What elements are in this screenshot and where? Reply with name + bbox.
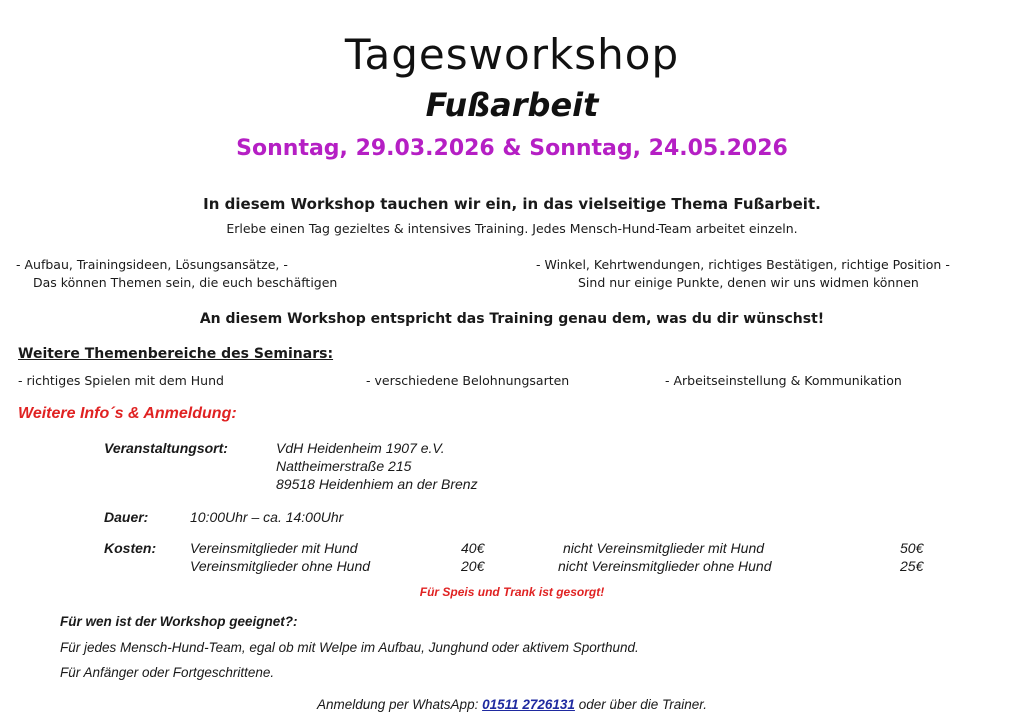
info-heading: Weitere Info´s & Anmeldung: [18, 405, 237, 422]
audience-line: Für Anfänger oder Fortgeschrittene. [60, 665, 275, 680]
more-topic-item: - Arbeitseinstellung & Kommunikation [665, 373, 902, 388]
cost-item-label: nicht Vereinsmitglieder ohne Hund [558, 558, 772, 574]
page-subtitle: Fußarbeit [425, 86, 599, 124]
cost-label: Kosten: [104, 540, 157, 556]
topics-left-line-2: Das können Themen sein, die euch beschäftigen [33, 275, 338, 290]
intro-text: Erlebe einen Tag gezieltes & intensives Training. Jedes Mensch-Hund-Team arbeitet einzeln. [226, 221, 798, 236]
catering-note: Für Speis und Trank ist gesorgt! [419, 585, 605, 599]
whatsapp-phone-link[interactable]: 01511 2726131 [482, 697, 575, 712]
registration-prefix: Anmeldung per WhatsApp: [316, 697, 483, 712]
topics-left-line-1: - Aufbau, Trainingsideen, Lösungsansätze, - [16, 257, 288, 272]
more-topic-item: - richtiges Spielen mit dem Hund [18, 373, 224, 388]
cost-item-price: 25€ [900, 558, 924, 574]
more-topics-heading: Weitere Themenbereiche des Seminars: [18, 346, 334, 362]
venue-label: Veranstaltungsort: [104, 440, 228, 456]
cost-item-price: 50€ [900, 540, 924, 556]
venue-line: 89518 Heidenhiem an der Brenz [276, 476, 478, 492]
cost-item-label: Vereinsmitglieder mit Hund [190, 540, 358, 556]
venue-line: Nattheimerstraße 215 [276, 458, 412, 474]
duration-value: 10:00Uhr – ca. 14:00Uhr [190, 509, 344, 525]
duration-label: Dauer: [104, 509, 149, 525]
registration-suffix: oder über die Trainer. [574, 697, 708, 712]
intro-headline: In diesem Workshop tauchen wir ein, in das vielseitige Thema Fußarbeit. [203, 195, 821, 213]
venue-line: VdH Heidenheim 1907 e.V. [276, 440, 445, 456]
topics-right-line-2: Sind nur einige Punkte, denen wir uns widmen können [578, 275, 919, 290]
topics-right-line-1: - Winkel, Kehrtwendungen, richtiges Bestätigen, richtige Position - [536, 257, 950, 272]
more-topic-item: - verschiedene Belohnungsarten [366, 373, 570, 388]
registration-line [0, 697, 1024, 712]
page-title: Tagesworkshop [344, 30, 680, 79]
highlight-text: An diesem Workshop entspricht das Training genau dem, was du dir wünschst! [199, 311, 825, 327]
audience-heading: Für wen ist der Workshop geeignet?: [60, 614, 298, 629]
cost-item-price: 40€ [461, 540, 485, 556]
cost-item-label: nicht Vereinsmitglieder mit Hund [563, 540, 765, 556]
cost-item-price: 20€ [461, 558, 485, 574]
workshop-dates: Sonntag, 29.03.2026 & Sonntag, 24.05.2026 [236, 136, 788, 161]
audience-line: Für jedes Mensch-Hund-Team, egal ob mit Welpe im Aufbau, Junghund oder aktivem Sporthund. [60, 640, 639, 655]
cost-item-label: Vereinsmitglieder ohne Hund [190, 558, 371, 574]
